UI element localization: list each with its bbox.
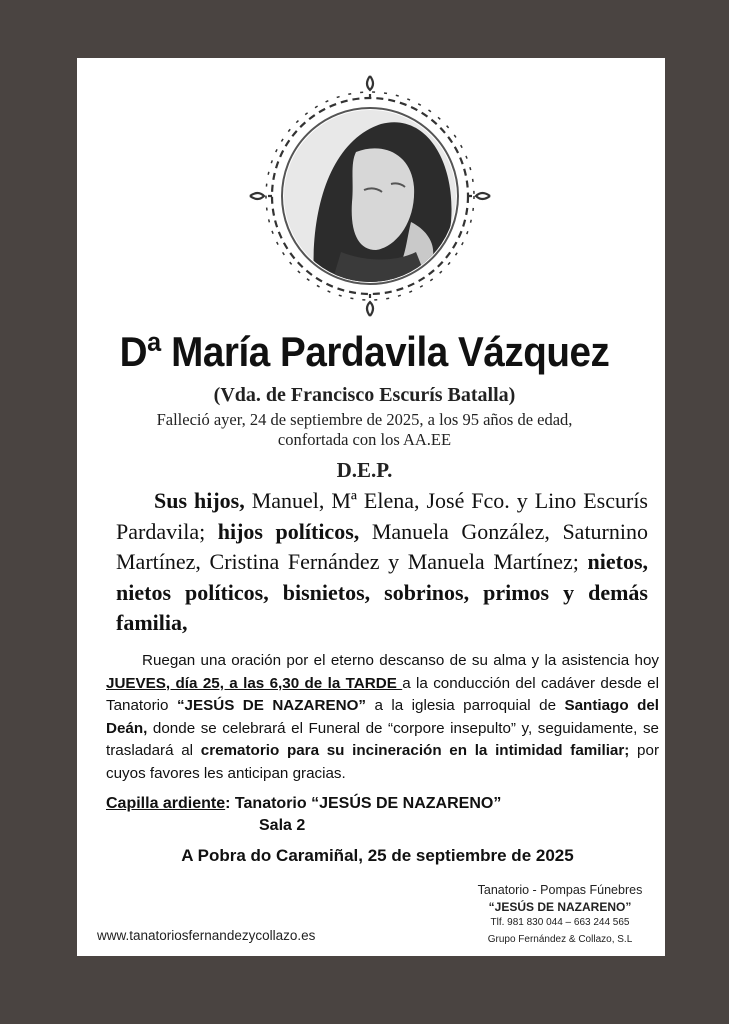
chapel-line xyxy=(106,795,501,813)
funeral-home-line1: Tanatorio - Pompas Fúnebres xyxy=(477,883,643,897)
funeral-home-info xyxy=(440,882,680,949)
children-label: Sus hijos, xyxy=(154,488,245,513)
in-laws-names: Manuela González, Saturnino Martínez, Cristina Fernández y Manuela Martínez; xyxy=(116,518,648,574)
service-notice xyxy=(106,650,659,786)
notice-text-3: a la iglesia parroquial de xyxy=(366,697,565,715)
funeral-home-name: “JESÚS DE NAZARENO” xyxy=(488,900,632,914)
funeral-home-phones: Tlf. 981 830 044 – 663 244 565 xyxy=(490,917,630,928)
place-date: A Pobra do Caramiñal, 25 de septiembre de 2025 xyxy=(181,846,574,865)
chapel-label: Capilla ardiente xyxy=(106,795,226,812)
notice-text-2: a la conducción del cadáver desde el Tanatorio xyxy=(106,674,659,715)
notice-text-5: por cuyos favores les anticipan gracias. xyxy=(106,742,660,782)
notice-text-1: Ruegan una oración por el eterno descanso de su alma y la asistencia hoy xyxy=(142,652,659,669)
virgin-mary-medallion xyxy=(246,72,494,320)
notice-text-4: donde se celebrará el Funeral de “corpore insepulto” y, seguidamente, se trasladará al xyxy=(106,719,659,760)
other-relatives: nietos, nietos políticos, bisnietos, sobrinos, primos y demás familia, xyxy=(116,549,648,635)
chapel-room: Sala 2 xyxy=(259,817,306,834)
death-line-1: Falleció ayer, 24 de septiembre de 2025, a los 95 años de edad, xyxy=(156,410,573,429)
funeral-home-group: Grupo Fernández & Collazo, S.L xyxy=(487,934,633,945)
death-notice xyxy=(0,410,729,450)
dep-heading: D.E.P. xyxy=(336,458,393,482)
death-line-2: confortada con los AA.EE xyxy=(277,430,452,449)
family-list xyxy=(116,486,648,639)
widow-of: (Vda. de Francisco Escurís Batalla) xyxy=(213,384,516,406)
church-name: Santiago del Deán, xyxy=(106,697,660,737)
chapel-value: : Tanatorio “JESÚS DE NAZARENO” xyxy=(225,795,502,812)
children-names: Manuel, Mª Elena, José Fco. y Lino Escurís Pardavila; xyxy=(116,488,648,544)
cremation-note: crematorio para su incineración en la intimidad familiar; xyxy=(200,742,630,760)
tanatorio-name: “JESÚS DE NAZARENO” xyxy=(176,697,366,715)
service-date-time: JUEVES, día 25, a las 6,30 de la TARDE xyxy=(106,674,403,692)
in-laws-label: hijos políticos, xyxy=(217,518,360,544)
deceased-name: Dª María Pardavila Vázquez xyxy=(119,328,610,375)
website-url: www.tanatoriosfernandezycollazo.es xyxy=(97,928,316,943)
